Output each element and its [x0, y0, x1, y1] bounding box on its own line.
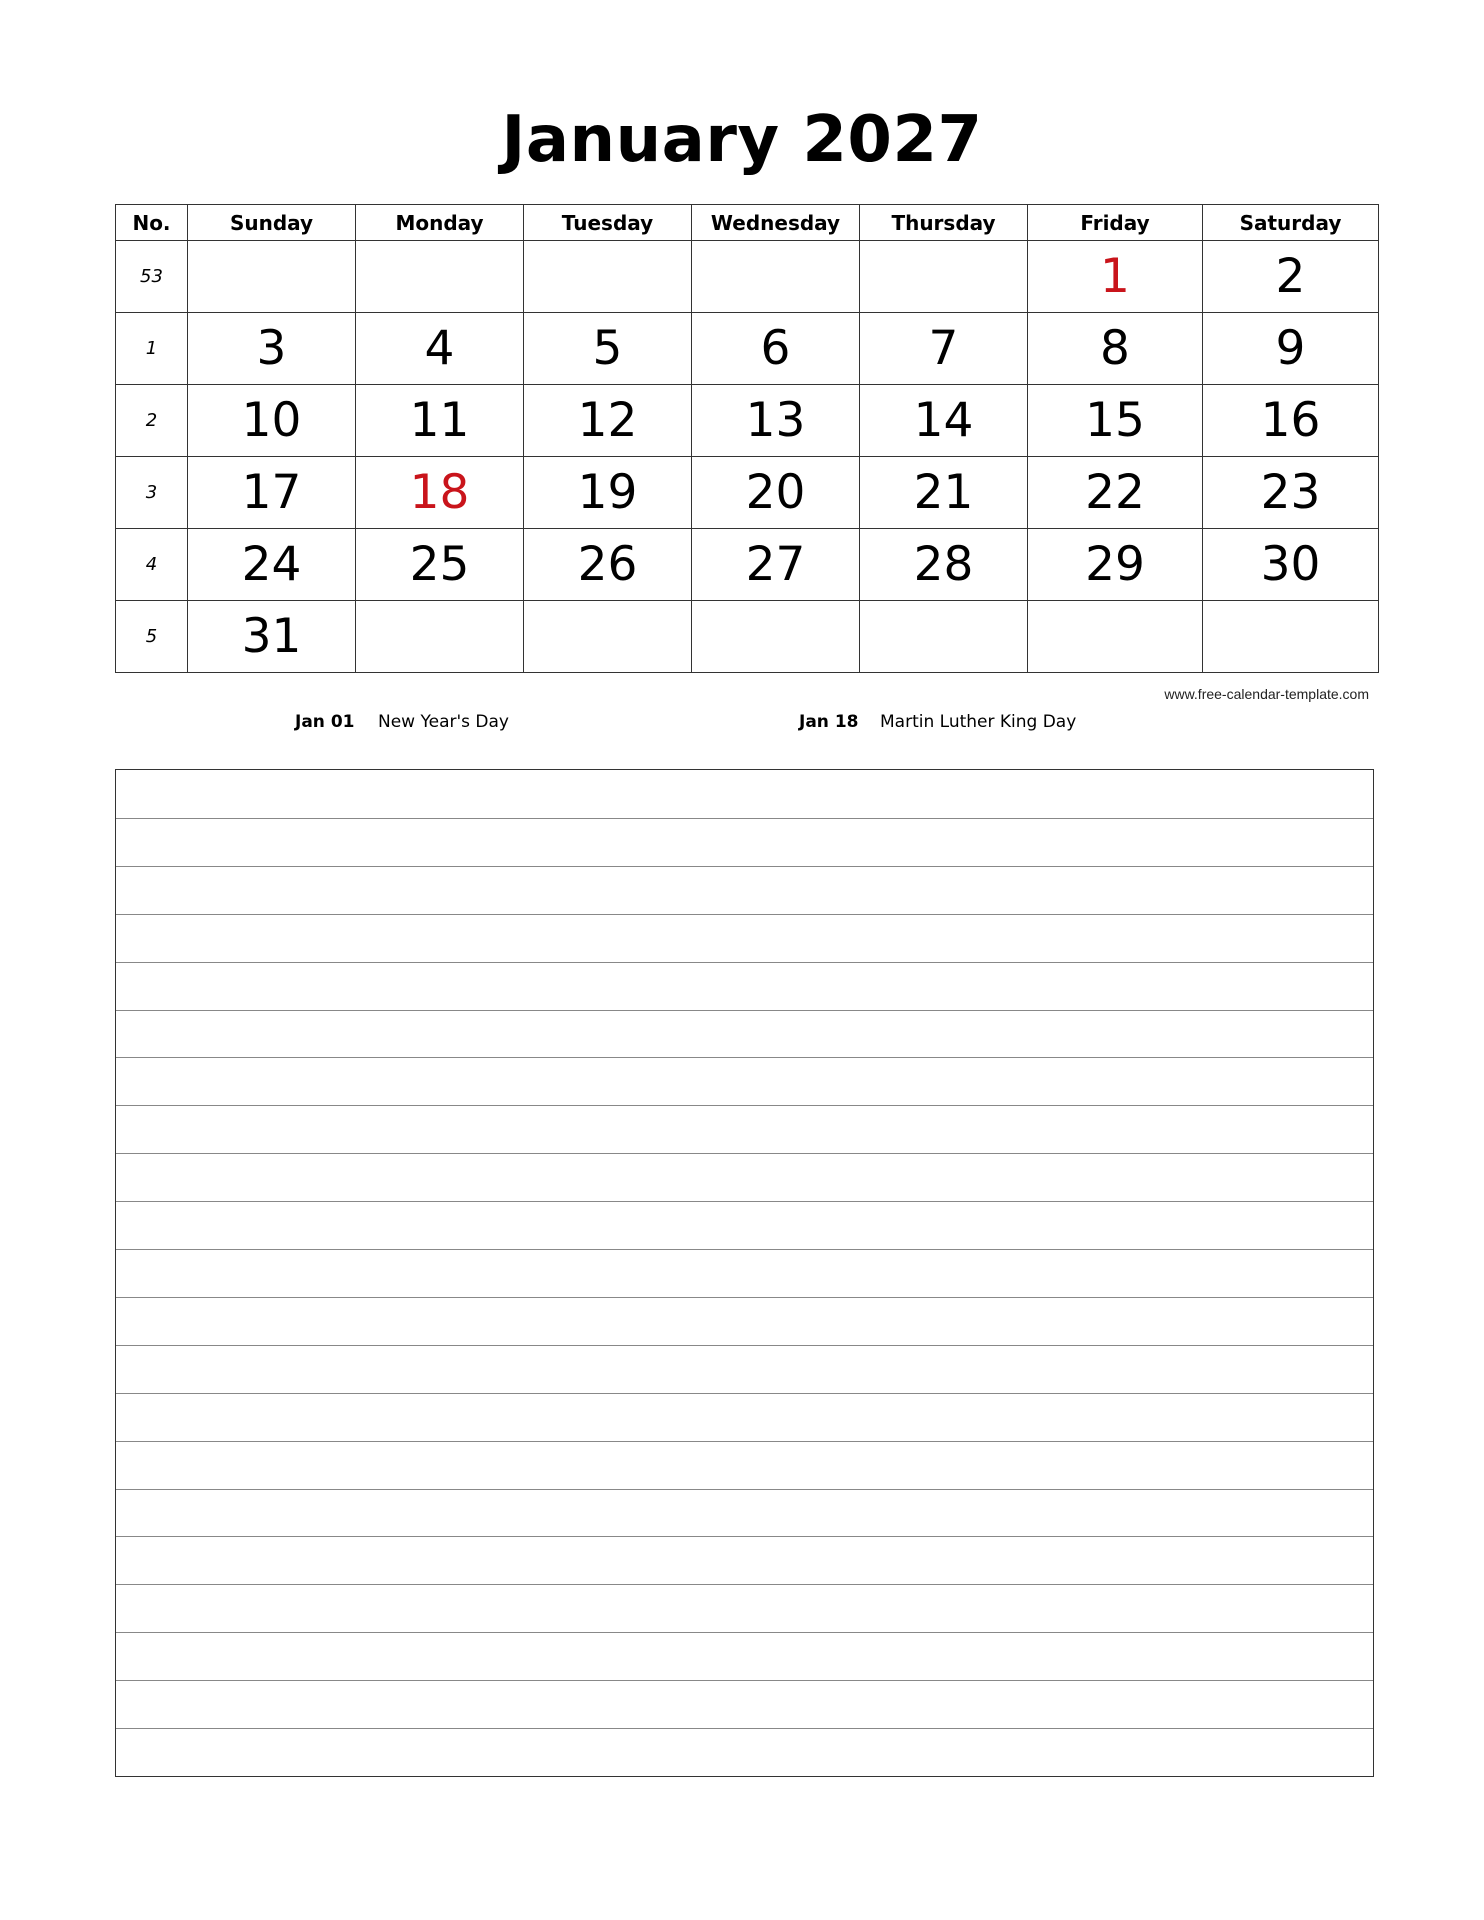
day-cell: 26 — [524, 529, 692, 601]
week-number: 2 — [116, 385, 188, 457]
empty-day-cell — [356, 241, 524, 313]
day-cell: 3 — [188, 313, 356, 385]
note-line — [116, 1632, 1373, 1633]
day-cell: 28 — [860, 529, 1028, 601]
week-row — [116, 601, 1379, 673]
week-number: 5 — [116, 601, 188, 673]
empty-day-cell — [692, 601, 860, 673]
week-number: 4 — [116, 529, 188, 601]
weekday-header-saturday: Saturday — [1203, 205, 1379, 241]
note-line — [116, 1728, 1373, 1729]
day-cell: 1 — [1028, 241, 1203, 313]
holiday-name: New Year's Day — [378, 712, 509, 732]
day-cell: 10 — [188, 385, 356, 457]
note-line — [116, 1393, 1373, 1394]
day-cell: 16 — [1203, 385, 1379, 457]
day-cell: 13 — [692, 385, 860, 457]
note-line — [116, 1441, 1373, 1442]
week-number: 53 — [116, 241, 188, 313]
day-cell: 31 — [188, 601, 356, 673]
calendar-title: January 2027 — [501, 103, 983, 177]
notes-area[interactable] — [115, 769, 1374, 1777]
day-cell: 14 — [860, 385, 1028, 457]
note-line — [116, 1536, 1373, 1537]
week-number-header: No. — [116, 205, 188, 241]
week-number: 3 — [116, 457, 188, 529]
note-line — [116, 1584, 1373, 1585]
note-line — [116, 818, 1373, 819]
weekday-header-row — [116, 205, 1379, 241]
empty-day-cell — [188, 241, 356, 313]
day-cell: 8 — [1028, 313, 1203, 385]
holiday-date: Jan 01 — [295, 712, 355, 732]
note-line — [116, 1489, 1373, 1490]
empty-day-cell — [860, 601, 1028, 673]
note-line — [116, 1297, 1373, 1298]
week-number: 1 — [116, 313, 188, 385]
note-line — [116, 962, 1373, 963]
day-cell: 27 — [692, 529, 860, 601]
day-cell: 21 — [860, 457, 1028, 529]
empty-day-cell — [1203, 601, 1379, 673]
empty-day-cell — [860, 241, 1028, 313]
holiday-date: Jan 18 — [799, 712, 859, 732]
empty-day-cell — [692, 241, 860, 313]
note-line — [116, 1249, 1373, 1250]
day-cell: 29 — [1028, 529, 1203, 601]
day-cell: 24 — [188, 529, 356, 601]
note-line — [116, 1057, 1373, 1058]
day-cell: 20 — [692, 457, 860, 529]
empty-day-cell — [356, 601, 524, 673]
day-cell: 12 — [524, 385, 692, 457]
week-row — [116, 529, 1379, 601]
note-line — [116, 1345, 1373, 1346]
day-cell: 19 — [524, 457, 692, 529]
week-row — [116, 241, 1379, 313]
weekday-header-tuesday: Tuesday — [524, 205, 692, 241]
week-row — [116, 313, 1379, 385]
note-line — [116, 1010, 1373, 1011]
weekday-header-sunday: Sunday — [188, 205, 356, 241]
empty-day-cell — [524, 601, 692, 673]
weekday-header-monday: Monday — [356, 205, 524, 241]
day-cell: 25 — [356, 529, 524, 601]
day-cell: 15 — [1028, 385, 1203, 457]
day-cell: 5 — [524, 313, 692, 385]
note-line — [116, 1105, 1373, 1106]
day-cell: 2 — [1203, 241, 1379, 313]
day-cell: 23 — [1203, 457, 1379, 529]
empty-day-cell — [524, 241, 692, 313]
note-line — [116, 1201, 1373, 1202]
day-cell: 22 — [1028, 457, 1203, 529]
note-line — [116, 866, 1373, 867]
weekday-header-thursday: Thursday — [860, 205, 1028, 241]
day-cell: 6 — [692, 313, 860, 385]
note-line — [116, 1153, 1373, 1154]
day-cell: 4 — [356, 313, 524, 385]
website-credit: www.free-calendar-template.com — [1164, 686, 1369, 702]
holiday-name: Martin Luther King Day — [880, 712, 1077, 732]
weekday-header-friday: Friday — [1028, 205, 1203, 241]
day-cell: 9 — [1203, 313, 1379, 385]
day-cell: 11 — [356, 385, 524, 457]
day-cell: 30 — [1203, 529, 1379, 601]
week-row — [116, 457, 1379, 529]
day-cell: 18 — [356, 457, 524, 529]
weekday-header-wednesday: Wednesday — [692, 205, 860, 241]
empty-day-cell — [1028, 601, 1203, 673]
day-cell: 7 — [860, 313, 1028, 385]
calendar-grid — [115, 204, 1379, 673]
note-line — [116, 914, 1373, 915]
note-line — [116, 1680, 1373, 1681]
week-row — [116, 385, 1379, 457]
day-cell: 17 — [188, 457, 356, 529]
